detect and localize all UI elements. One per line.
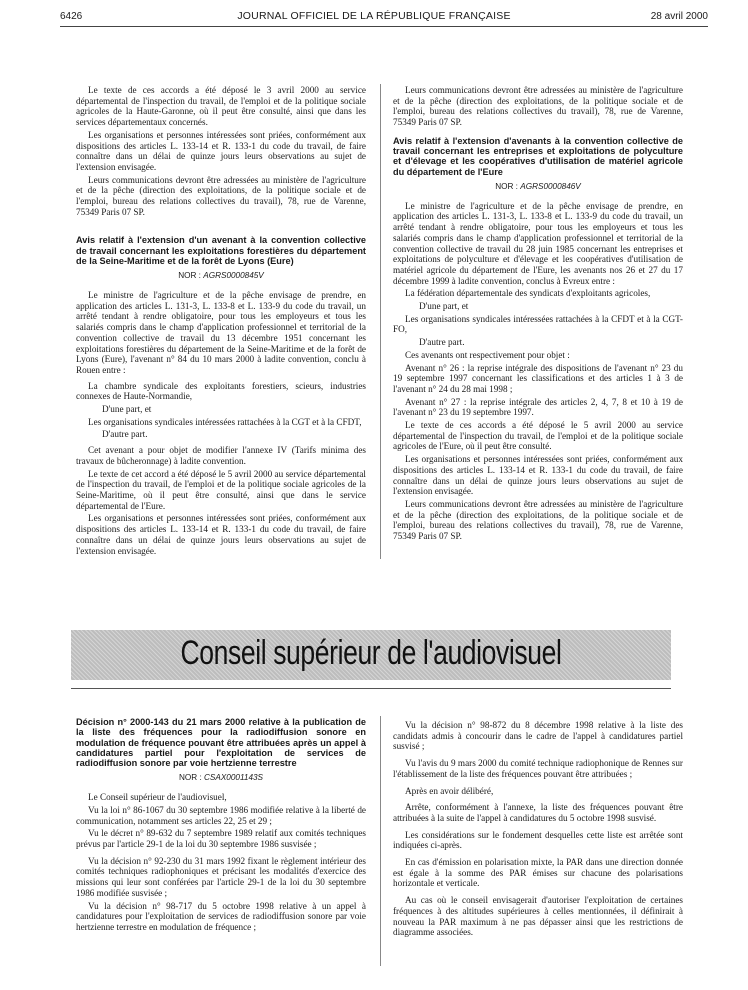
paragraph: Le ministre de l'agriculture et de la pêche envisage de prendre, en application des articles L. 131-3, L. 133-8 et L. 133-9 du code du travail, un arrêté tendant à rendre obligatoire, pour tous les employeurs et tous les salariés compris dans le champ d'application professionnel et territorial de la convention collective de travail du 13 décembre 1951 concernant les exploitations forestières du département de la Seine-Maritime et de la forêt de Lyons (Eure), l'avenant n° 84 du 10 mars 2000 à ladite convention, conclu à Rouen entre : xyxy=(76,290,366,375)
avis-title: Avis relatif à l'extension d'un avenant à la convention collective de travail concernant les exploitations forestières du département de la Seine-Maritime et de la forêt de Lyons (Eure) xyxy=(76,235,366,267)
nor-label: NOR : xyxy=(495,182,518,191)
paragraph: Avenant n° 26 : la reprise intégrale des dispositions de l'avenant n° 23 du 19 septembre 1997 concernant les classifications et des articles 1 à 3 de l'avenant n° 24 du 28 mai 1998 ; xyxy=(393,362,683,394)
left-column-top xyxy=(76,85,366,558)
journal-title: JOURNAL OFFICIEL DE LA RÉPUBLIQUE FRANÇAISE xyxy=(237,10,511,22)
page-number: 6426 xyxy=(60,11,83,22)
nor-reference xyxy=(76,271,366,282)
banner-rule xyxy=(71,688,671,689)
header-rule xyxy=(60,26,708,27)
nor-code: CSAX0001143S xyxy=(204,773,264,783)
paragraph: D'une part, et xyxy=(102,404,152,415)
paragraph: Les organisations et personnes intéressées sont priées, conformément aux dispositions des articles L. 133-14 et R. 133-1 du code du travail, de faire connaître dans un délai de quinze jours leurs observations au sujet de l'extension envisagée. xyxy=(76,513,366,556)
nor-label: NOR : xyxy=(178,773,202,783)
paragraph: Vu la loi n° 86-1067 du 30 septembre 1986 modifiée relative à la liberté de communication, notamment ses articles 22, 25 et 29 ; xyxy=(76,804,366,826)
paragraph: Leurs communications devront être adressées au ministère de l'agriculture et de la pêche (direction des exploitations, de la politique sociale et de l'emploi, bureau des relations collectives du travail), 78, rue de Varenne, 75349 Paris 07 SP. xyxy=(393,498,683,542)
column-divider-top xyxy=(380,84,381,559)
paragraph: D'une part, et xyxy=(419,301,469,312)
nor-reference xyxy=(393,182,683,193)
paragraph: Les organisations syndicales intéressées rattachées à la CFDT et à la CGT-FO, xyxy=(393,313,683,335)
paragraph: Vu la décision n° 92-230 du 31 mars 1992 fixant le règlement intérieur des comités techniques radiophoniques et précisant les modalités d'exercice des missions qui leur sont conférées par l'article 29-1 de la loi du 30 septembre 1986 modifiée susvisée ; xyxy=(76,855,366,898)
paragraph: Leurs communications devront être adressées au ministère de l'agriculture et de la pêche (direction des exploitations, de la politique sociale et de l'emploi, bureau des relations collectives du travail), 78, rue de Varenne, 75349 Paris 07 SP. xyxy=(76,174,366,217)
paragraph: En cas d'émission en polarisation mixte, la PAR dans une direction donnée est égale à la somme des PAR émises sur chacune des polarisations horizontale et verticale. xyxy=(393,857,683,889)
avis-title: Avis relatif à l'extension d'avenants à la convention collective de travail concernant les entreprises et exploitations de polyculture et d'élevage et les coopératives d'utilisation de matériel agricole du département de l'Eure xyxy=(393,135,683,177)
column-divider-bottom xyxy=(380,716,381,966)
paragraph: Le texte de ces accords a été déposé le 3 avril 2000 au service départemental de l'inspection du travail, de l'emploi et de la politique sociale agricoles de la Haute-Garonne, où il peut être consulté, ainsi que dans les services départementaux concernés. xyxy=(76,85,366,128)
nor-code: AGRS0000845V xyxy=(203,271,264,281)
page-header xyxy=(0,0,748,30)
issue-date: 28 avril 2000 xyxy=(650,11,708,22)
section-banner xyxy=(71,630,671,680)
paragraph: Arrête, conformément à l'annexe, la liste des fréquences pouvant être attribuées à la suite de l'appel à candidatures du 5 octobre 1998 susvisé. xyxy=(393,802,683,823)
paragraph: Cet avenant a pour objet de modifier l'annexe IV (Tarifs minima des travaux de bûcheronnage) à ladite convention. xyxy=(76,445,366,466)
paragraph: Le ministre de l'agriculture et de la pêche envisage de prendre, en application des articles L. 131-3, L. 133-8 et L. 133-9 du code du travail, un arrêté tendant à rendre obligatoire, pour tous les employeurs et tous les salariés compris dans le champ d'application professionnel et territorial de la convention collective de travail du 28 juin 1985 concernant les entreprises et exploitations de polyculture et d'élevage et les coopératives d'utilisation de matériel agricole du département de l'Eure, les avenants nos 26 et 27 du 17 décembre 1999 à ladite convention, conclus à Evreux entre : xyxy=(393,200,683,286)
paragraph: Les organisations syndicales intéressées rattachées à la CGT et à la CFDT, xyxy=(88,416,362,427)
paragraph: Après en avoir délibéré, xyxy=(405,785,494,796)
paragraph: D'autre part. xyxy=(102,429,148,440)
paragraph: Les organisations et personnes intéressées sont priées, conformément aux dispositions des articles L. 133-14 et R. 133-1 du code du travail, de faire connaître dans un délai de quinze jours leurs observations au sujet de l'extension envisagée. xyxy=(393,454,683,497)
paragraph: Les organisations et personnes intéressées sont priées, conformément aux dispositions des articles L. 133-14 et R. 133-1 du code du travail, de faire connaître dans un délai de quinze jours leurs observations au sujet de l'extension envisagée. xyxy=(76,129,366,172)
right-column-top xyxy=(393,85,683,544)
paragraph: Leurs communications devront être adressées au ministère de l'agriculture et de la pêche (direction des exploitations, de la politique sociale et de l'emploi, bureau des relations collectives du travail), 78, rue de Varenne, 75349 Paris 07 SP. xyxy=(393,85,683,128)
left-column-bottom xyxy=(76,717,366,935)
right-column-bottom xyxy=(393,720,683,940)
paragraph: Au cas où le conseil envisagerait d'autoriser l'exploitation de certaines fréquences à des altitudes supérieures à celles mentionnées, il définirait à nouveau la PAR maximum à ne pas dépasser ainsi que les restrictions de diagramme associées. xyxy=(393,895,683,938)
paragraph: Le texte de cet accord a été déposé le 5 avril 2000 au service départemental de l'inspection du travail, de l'emploi et de la politique sociale agricoles de la Seine-Maritime, où il peut être consulté, ainsi que dans le service départemental de l'Eure. xyxy=(76,468,366,511)
nor-code: AGRS0000846V xyxy=(520,182,581,191)
paragraph: Vu la décision n° 98-872 du 8 décembre 1998 relative à la liste des candidats admis à concourir dans le cadre de l'appel à candidatures partiel susvisé ; xyxy=(393,720,683,752)
paragraph: Vu la décision n° 98-717 du 5 octobre 1998 relative à un appel à candidatures pour l'exploitation de services de radiodiffusion sonore par voie hertzienne terrestre en modulation de fréquence ; xyxy=(76,900,366,932)
paragraph: Vu le décret n° 89-632 du 7 septembre 1989 relatif aux comités techniques prévus par l'article 29-1 de la loi du 30 septembre 1986 susvisée ; xyxy=(76,828,366,849)
paragraph: La chambre syndicale des exploitants forestiers, scieurs, industries connexes de Haute-Normandie, xyxy=(76,380,366,402)
paragraph: La fédération départementale des syndicats d'exploitants agricoles, xyxy=(405,288,651,299)
section-banner-title: Conseil supérieur de l'audiovisuel xyxy=(180,634,562,672)
paragraph: Ces avenants ont respectivement pour objet : xyxy=(405,349,570,360)
nor-label: NOR : xyxy=(178,271,201,281)
paragraph: Le texte de ces accords a été déposé le 5 avril 2000 au service départemental de l'inspection du travail, de l'emploi et de la politique sociale agricoles de l'Eure, où il peut être consulté. xyxy=(393,420,683,452)
paragraph: D'autre part. xyxy=(419,337,465,348)
paragraph: Vu l'avis du 9 mars 2000 du comité technique radiophonique de Rennes sur l'établissement de la liste des fréquences pouvant être attribuées ; xyxy=(393,758,683,779)
paragraph: Avenant n° 27 : la reprise intégrale des articles 2, 4, 7, 8 et 10 à 19 de l'avenant n° 23 du 19 septembre 1997. xyxy=(393,396,683,418)
paragraph: Les considérations sur le fondement desquelles cette liste est arrêtée sont indiquées ci-après. xyxy=(393,829,683,851)
nor-reference xyxy=(76,773,366,784)
paragraph: Le Conseil supérieur de l'audiovisuel, xyxy=(88,792,227,803)
decision-title: Décision n° 2000-143 du 21 mars 2000 relative à la publication de la liste des fréquences pour la radiodiffusion sonore en modulation de fréquence pouvant être attribuées après un appel à candidatures partiel pour l'exploitation de services de radiodiffusion sonore par voie hertzienne terrestre xyxy=(76,717,366,769)
